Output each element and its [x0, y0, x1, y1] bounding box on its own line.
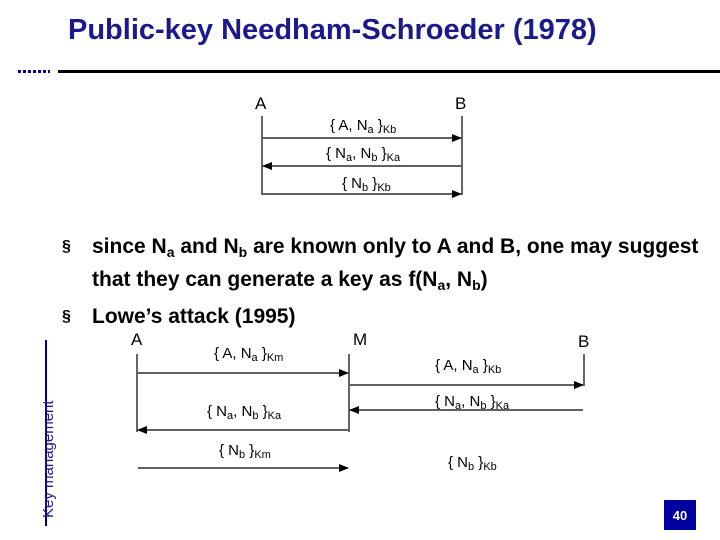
- bullet-list: [62, 233, 702, 334]
- attack-left-message-1: { A, $N_a$ }$_{Km}$: [214, 345, 284, 364]
- page-number-badge: 40: [664, 500, 696, 530]
- attack-party-m-label: M: [353, 330, 368, 349]
- bullet-square-icon: §: [62, 308, 71, 325]
- attack-left-message-2: { $N_a$, $N_b$ }$_{Ka}$: [207, 403, 282, 422]
- attack-right-message-1: { A, $N_a$ }$_{Kb}$: [435, 357, 502, 376]
- party-b-label: B: [455, 94, 467, 113]
- bullet-square-icon: §: [62, 238, 71, 255]
- bullet-item: § since $N_a$ and $N_b$ are known only to A and B, one may suggest that they can generate a key as $f(N_a$, $N_b$): [62, 235, 699, 293]
- message-1-label: { A, $N_a$ }$_{Kb}$: [330, 117, 397, 136]
- party-a-label: A: [255, 94, 267, 113]
- message-2-label: { $N_a$, $N_b$ }$_{Ka}$: [326, 145, 401, 164]
- attack-left-message-3: { $N_b$ }$_{Km}$: [219, 442, 271, 461]
- message-3-label: { $N_b$ }$_{Kb}$: [342, 175, 391, 194]
- section-side-label: Key management: [40, 400, 57, 518]
- attack-right-message-3: { $N_b$ }$_{Kb}$: [448, 454, 497, 473]
- attack-party-a-label: A: [131, 330, 143, 349]
- slide-title: Public-key Needham-Schroeder (1978): [68, 14, 597, 46]
- attack-right-message-2: { $N_a$, $N_b$ }$_{Ka}$: [435, 393, 510, 412]
- attack-party-b-label: B: [578, 332, 590, 351]
- bullet-item: § Lowe’s attack (1995): [62, 305, 296, 328]
